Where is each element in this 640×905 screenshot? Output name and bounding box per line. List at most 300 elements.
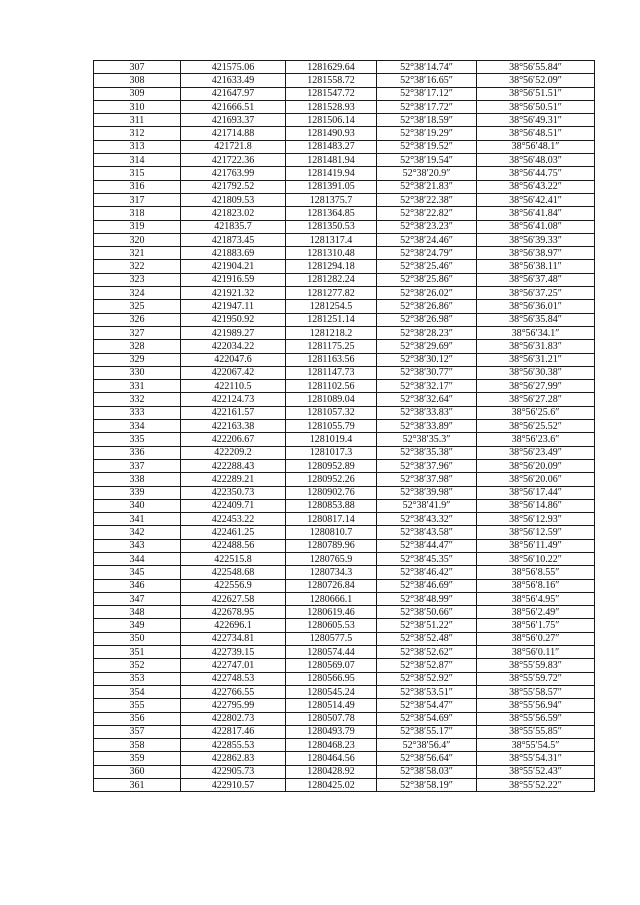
- latitude-cell: 52°38′46.42″: [377, 566, 477, 579]
- x-coordinate-cell: 422855.53: [181, 739, 286, 752]
- table-row: [94, 725, 595, 738]
- latitude-cell: 52°38′53.51″: [377, 685, 477, 698]
- longitude-cell: 38°56′35.84″: [477, 313, 595, 326]
- latitude-cell: 52°38′24.46″: [377, 233, 477, 246]
- table-row: [94, 366, 595, 379]
- point-number-cell: 359: [94, 752, 181, 765]
- y-coordinate-cell: 1281057.32: [286, 406, 377, 419]
- longitude-cell: 38°56′48.51″: [477, 127, 595, 140]
- longitude-cell: 38°56′10.22″: [477, 552, 595, 565]
- table-row: [94, 247, 595, 260]
- y-coordinate-cell: 1281375.7: [286, 193, 377, 206]
- table-row: [94, 353, 595, 366]
- x-coordinate-cell: 421989.27: [181, 326, 286, 339]
- latitude-cell: 52°38′37.98″: [377, 473, 477, 486]
- latitude-cell: 52°38′22.38″: [377, 193, 477, 206]
- longitude-cell: 38°56′0.27″: [477, 632, 595, 645]
- table-row: [94, 539, 595, 552]
- point-number-cell: 316: [94, 180, 181, 193]
- table-row: [94, 114, 595, 127]
- x-coordinate-cell: 422515.8: [181, 552, 286, 565]
- y-coordinate-cell: 1280569.07: [286, 659, 377, 672]
- latitude-cell: 52°38′41.9″: [377, 499, 477, 512]
- y-coordinate-cell: 1281175.25: [286, 340, 377, 353]
- y-coordinate-cell: 1281547.72: [286, 87, 377, 100]
- table-row: [94, 313, 595, 326]
- x-coordinate-cell: 422161.57: [181, 406, 286, 419]
- point-number-cell: 326: [94, 313, 181, 326]
- point-number-cell: 309: [94, 87, 181, 100]
- table-row: [94, 393, 595, 406]
- y-coordinate-cell: 1280545.24: [286, 685, 377, 698]
- longitude-cell: 38°56′4.95″: [477, 592, 595, 605]
- x-coordinate-cell: 421666.51: [181, 100, 286, 113]
- longitude-cell: 38°56′1.75″: [477, 619, 595, 632]
- latitude-cell: 52°38′46.69″: [377, 579, 477, 592]
- y-coordinate-cell: 1281282.24: [286, 273, 377, 286]
- table-row: [94, 619, 595, 632]
- table-row: [94, 566, 595, 579]
- point-number-cell: 352: [94, 659, 181, 672]
- latitude-cell: 52°38′14.74″: [377, 61, 477, 74]
- latitude-cell: 52°38′48.99″: [377, 592, 477, 605]
- longitude-cell: 38°56′38.97″: [477, 247, 595, 260]
- y-coordinate-cell: 1281163.56: [286, 353, 377, 366]
- latitude-cell: 52°38′24.79″: [377, 247, 477, 260]
- x-coordinate-cell: 422748.53: [181, 672, 286, 685]
- longitude-cell: 38°56′44.75″: [477, 167, 595, 180]
- point-number-cell: 343: [94, 539, 181, 552]
- x-coordinate-cell: 422209.2: [181, 446, 286, 459]
- y-coordinate-cell: 1281218.2: [286, 326, 377, 339]
- x-coordinate-cell: 422163.38: [181, 420, 286, 433]
- coordinates-table: [93, 60, 595, 792]
- latitude-cell: 52°38′54.69″: [377, 712, 477, 725]
- y-coordinate-cell: 1280507.78: [286, 712, 377, 725]
- point-number-cell: 318: [94, 207, 181, 220]
- point-number-cell: 312: [94, 127, 181, 140]
- x-coordinate-cell: 421921.32: [181, 287, 286, 300]
- longitude-cell: 38°55′54.31″: [477, 752, 595, 765]
- latitude-cell: 52°38′16.65″: [377, 74, 477, 87]
- longitude-cell: 38°56′12.93″: [477, 513, 595, 526]
- point-number-cell: 313: [94, 140, 181, 153]
- x-coordinate-cell: 422409.71: [181, 499, 286, 512]
- x-coordinate-cell: 422488.56: [181, 539, 286, 552]
- point-number-cell: 317: [94, 193, 181, 206]
- point-number-cell: 344: [94, 552, 181, 565]
- longitude-cell: 38°56′41.08″: [477, 220, 595, 233]
- latitude-cell: 52°38′30.77″: [377, 366, 477, 379]
- latitude-cell: 52°38′50.66″: [377, 606, 477, 619]
- longitude-cell: 38°56′20.06″: [477, 473, 595, 486]
- x-coordinate-cell: 421835.7: [181, 220, 286, 233]
- y-coordinate-cell: 1281350.53: [286, 220, 377, 233]
- point-number-cell: 308: [94, 74, 181, 87]
- y-coordinate-cell: 1281254.5: [286, 300, 377, 313]
- y-coordinate-cell: 1281089.04: [286, 393, 377, 406]
- table-row: [94, 459, 595, 472]
- x-coordinate-cell: 422350.73: [181, 486, 286, 499]
- latitude-cell: 52°38′17.72″: [377, 100, 477, 113]
- latitude-cell: 52°38′26.02″: [377, 287, 477, 300]
- point-number-cell: 346: [94, 579, 181, 592]
- point-number-cell: 342: [94, 526, 181, 539]
- y-coordinate-cell: 1280902.76: [286, 486, 377, 499]
- y-coordinate-cell: 1281294.18: [286, 260, 377, 273]
- point-number-cell: 356: [94, 712, 181, 725]
- table-row: [94, 646, 595, 659]
- x-coordinate-cell: 421823.02: [181, 207, 286, 220]
- longitude-cell: 38°55′55.85″: [477, 725, 595, 738]
- point-number-cell: 340: [94, 499, 181, 512]
- x-coordinate-cell: 421714.88: [181, 127, 286, 140]
- longitude-cell: 38°56′50.51″: [477, 100, 595, 113]
- table-row: [94, 446, 595, 459]
- y-coordinate-cell: 1280566.95: [286, 672, 377, 685]
- latitude-cell: 52°38′35.3″: [377, 433, 477, 446]
- y-coordinate-cell: 1281391.05: [286, 180, 377, 193]
- longitude-cell: 38°56′49.31″: [477, 114, 595, 127]
- latitude-cell: 52°38′54.47″: [377, 699, 477, 712]
- point-number-cell: 354: [94, 685, 181, 698]
- point-number-cell: 323: [94, 273, 181, 286]
- x-coordinate-cell: 422739.15: [181, 646, 286, 659]
- x-coordinate-cell: 422747.01: [181, 659, 286, 672]
- latitude-cell: 52°38′26.86″: [377, 300, 477, 313]
- table-row: [94, 233, 595, 246]
- table-row: [94, 180, 595, 193]
- longitude-cell: 38°56′48.1″: [477, 140, 595, 153]
- latitude-cell: 52°38′18.59″: [377, 114, 477, 127]
- y-coordinate-cell: 1280734.3: [286, 566, 377, 579]
- table-row: [94, 606, 595, 619]
- latitude-cell: 52°38′26.98″: [377, 313, 477, 326]
- latitude-cell: 52°38′25.46″: [377, 260, 477, 273]
- y-coordinate-cell: 1280605.53: [286, 619, 377, 632]
- longitude-cell: 38°56′30.38″: [477, 366, 595, 379]
- y-coordinate-cell: 1281364.85: [286, 207, 377, 220]
- latitude-cell: 52°38′51.22″: [377, 619, 477, 632]
- longitude-cell: 38°56′51.51″: [477, 87, 595, 100]
- longitude-cell: 38°56′0.11″: [477, 646, 595, 659]
- x-coordinate-cell: 421873.45: [181, 233, 286, 246]
- x-coordinate-cell: 421722.36: [181, 154, 286, 167]
- y-coordinate-cell: 1280810.7: [286, 526, 377, 539]
- latitude-cell: 52°38′32.17″: [377, 380, 477, 393]
- point-number-cell: 314: [94, 154, 181, 167]
- table-row: [94, 779, 595, 792]
- latitude-cell: 52°38′20.9″: [377, 167, 477, 180]
- y-coordinate-cell: 1281483.27: [286, 140, 377, 153]
- latitude-cell: 52°38′35.38″: [377, 446, 477, 459]
- point-number-cell: 347: [94, 592, 181, 605]
- longitude-cell: 38°56′39.33″: [477, 233, 595, 246]
- longitude-cell: 38°56′17.44″: [477, 486, 595, 499]
- longitude-cell: 38°56′43.22″: [477, 180, 595, 193]
- longitude-cell: 38°56′11.49″: [477, 539, 595, 552]
- longitude-cell: 38°56′23.49″: [477, 446, 595, 459]
- point-number-cell: 319: [94, 220, 181, 233]
- longitude-cell: 38°56′14.86″: [477, 499, 595, 512]
- y-coordinate-cell: 1281310.48: [286, 247, 377, 260]
- longitude-cell: 38°56′36.01″: [477, 300, 595, 313]
- point-number-cell: 324: [94, 287, 181, 300]
- longitude-cell: 38°55′58.57″: [477, 685, 595, 698]
- table-row: [94, 300, 595, 313]
- y-coordinate-cell: 1281251.14: [286, 313, 377, 326]
- table-row: [94, 406, 595, 419]
- y-coordinate-cell: 1281019.4: [286, 433, 377, 446]
- y-coordinate-cell: 1281055.79: [286, 420, 377, 433]
- table-row: [94, 326, 595, 339]
- table-row: [94, 699, 595, 712]
- table-row: [94, 127, 595, 140]
- x-coordinate-cell: 421763.99: [181, 167, 286, 180]
- table-row: [94, 420, 595, 433]
- y-coordinate-cell: 1281102.56: [286, 380, 377, 393]
- latitude-cell: 52°38′19.29″: [377, 127, 477, 140]
- point-number-cell: 351: [94, 646, 181, 659]
- x-coordinate-cell: 421947.11: [181, 300, 286, 313]
- x-coordinate-cell: 421575.06: [181, 61, 286, 74]
- table-row: [94, 193, 595, 206]
- point-number-cell: 334: [94, 420, 181, 433]
- y-coordinate-cell: 1280952.89: [286, 459, 377, 472]
- y-coordinate-cell: 1281490.93: [286, 127, 377, 140]
- x-coordinate-cell: 422288.43: [181, 459, 286, 472]
- latitude-cell: 52°38′28.23″: [377, 326, 477, 339]
- point-number-cell: 348: [94, 606, 181, 619]
- table-row: [94, 287, 595, 300]
- latitude-cell: 52°38′52.48″: [377, 632, 477, 645]
- x-coordinate-cell: 422453.22: [181, 513, 286, 526]
- x-coordinate-cell: 422910.57: [181, 779, 286, 792]
- latitude-cell: 52°38′43.58″: [377, 526, 477, 539]
- longitude-cell: 38°56′12.59″: [477, 526, 595, 539]
- longitude-cell: 38°56′48.03″: [477, 154, 595, 167]
- y-coordinate-cell: 1280468.23: [286, 739, 377, 752]
- table-row: [94, 154, 595, 167]
- x-coordinate-cell: 422461.25: [181, 526, 286, 539]
- y-coordinate-cell: 1280952.26: [286, 473, 377, 486]
- point-number-cell: 357: [94, 725, 181, 738]
- longitude-cell: 38°56′25.52″: [477, 420, 595, 433]
- latitude-cell: 52°38′32.64″: [377, 393, 477, 406]
- table-row: [94, 526, 595, 539]
- x-coordinate-cell: 422206.67: [181, 433, 286, 446]
- table-row: [94, 765, 595, 778]
- x-coordinate-cell: 421693.37: [181, 114, 286, 127]
- table-row: [94, 273, 595, 286]
- table-row: [94, 140, 595, 153]
- longitude-cell: 38°55′52.22″: [477, 779, 595, 792]
- y-coordinate-cell: 1281317.4: [286, 233, 377, 246]
- y-coordinate-cell: 1281017.3: [286, 446, 377, 459]
- table-row: [94, 473, 595, 486]
- longitude-cell: 38°56′42.41″: [477, 193, 595, 206]
- x-coordinate-cell: 422034.22: [181, 340, 286, 353]
- longitude-cell: 38°56′52.09″: [477, 74, 595, 87]
- point-number-cell: 321: [94, 247, 181, 260]
- latitude-cell: 52°38′58.03″: [377, 765, 477, 778]
- table-row: [94, 672, 595, 685]
- latitude-cell: 52°38′55.17″: [377, 725, 477, 738]
- point-number-cell: 325: [94, 300, 181, 313]
- y-coordinate-cell: 1281629.64: [286, 61, 377, 74]
- y-coordinate-cell: 1281147.73: [286, 366, 377, 379]
- y-coordinate-cell: 1280493.79: [286, 725, 377, 738]
- longitude-cell: 38°56′31.83″: [477, 340, 595, 353]
- y-coordinate-cell: 1280428.92: [286, 765, 377, 778]
- longitude-cell: 38°56′27.28″: [477, 393, 595, 406]
- x-coordinate-cell: 421950.92: [181, 313, 286, 326]
- longitude-cell: 38°56′23.6″: [477, 433, 595, 446]
- table-row: [94, 659, 595, 672]
- point-number-cell: 358: [94, 739, 181, 752]
- latitude-cell: 52°38′52.62″: [377, 646, 477, 659]
- x-coordinate-cell: 422817.46: [181, 725, 286, 738]
- point-number-cell: 329: [94, 353, 181, 366]
- latitude-cell: 52°38′39.98″: [377, 486, 477, 499]
- latitude-cell: 52°38′45.35″: [377, 552, 477, 565]
- longitude-cell: 38°56′41.84″: [477, 207, 595, 220]
- x-coordinate-cell: 422124.73: [181, 393, 286, 406]
- y-coordinate-cell: 1280574.44: [286, 646, 377, 659]
- longitude-cell: 38°56′8.55″: [477, 566, 595, 579]
- longitude-cell: 38°56′55.84″: [477, 61, 595, 74]
- x-coordinate-cell: 422766.55: [181, 685, 286, 698]
- latitude-cell: 52°38′25.86″: [377, 273, 477, 286]
- table-row: [94, 87, 595, 100]
- latitude-cell: 52°38′33.89″: [377, 420, 477, 433]
- point-number-cell: 350: [94, 632, 181, 645]
- longitude-cell: 38°55′56.94″: [477, 699, 595, 712]
- longitude-cell: 38°56′20.09″: [477, 459, 595, 472]
- table-row: [94, 592, 595, 605]
- latitude-cell: 52°38′44.47″: [377, 539, 477, 552]
- point-number-cell: 310: [94, 100, 181, 113]
- point-number-cell: 353: [94, 672, 181, 685]
- x-coordinate-cell: 421904.21: [181, 260, 286, 273]
- point-number-cell: 307: [94, 61, 181, 74]
- table-row: [94, 380, 595, 393]
- latitude-cell: 52°38′33.83″: [377, 406, 477, 419]
- y-coordinate-cell: 1280619.46: [286, 606, 377, 619]
- latitude-cell: 52°38′17.12″: [377, 87, 477, 100]
- latitude-cell: 52°38′29.69″: [377, 340, 477, 353]
- point-number-cell: 335: [94, 433, 181, 446]
- y-coordinate-cell: 1280666.1: [286, 592, 377, 605]
- x-coordinate-cell: 421809.53: [181, 193, 286, 206]
- point-number-cell: 338: [94, 473, 181, 486]
- table-row: [94, 61, 595, 74]
- point-number-cell: 330: [94, 366, 181, 379]
- x-coordinate-cell: 421792.52: [181, 180, 286, 193]
- table-row: [94, 74, 595, 87]
- point-number-cell: 341: [94, 513, 181, 526]
- longitude-cell: 38°55′59.83″: [477, 659, 595, 672]
- longitude-cell: 38°56′2.49″: [477, 606, 595, 619]
- table-row: [94, 433, 595, 446]
- longitude-cell: 38°55′54.5″: [477, 739, 595, 752]
- x-coordinate-cell: 422556.9: [181, 579, 286, 592]
- y-coordinate-cell: 1281419.94: [286, 167, 377, 180]
- point-number-cell: 355: [94, 699, 181, 712]
- y-coordinate-cell: 1281528.93: [286, 100, 377, 113]
- x-coordinate-cell: 422067.42: [181, 366, 286, 379]
- x-coordinate-cell: 422862.83: [181, 752, 286, 765]
- table-row: [94, 207, 595, 220]
- x-coordinate-cell: 421883.69: [181, 247, 286, 260]
- point-number-cell: 332: [94, 393, 181, 406]
- latitude-cell: 52°38′56.64″: [377, 752, 477, 765]
- x-coordinate-cell: 422627.58: [181, 592, 286, 605]
- x-coordinate-cell: 422905.73: [181, 765, 286, 778]
- table-row: [94, 260, 595, 273]
- coordinates-table-body: [94, 61, 595, 792]
- point-number-cell: 339: [94, 486, 181, 499]
- y-coordinate-cell: 1281558.72: [286, 74, 377, 87]
- longitude-cell: 38°56′8.16″: [477, 579, 595, 592]
- longitude-cell: 38°55′52.43″: [477, 765, 595, 778]
- point-number-cell: 322: [94, 260, 181, 273]
- latitude-cell: 52°38′22.82″: [377, 207, 477, 220]
- latitude-cell: 52°38′19.52″: [377, 140, 477, 153]
- x-coordinate-cell: 422548.68: [181, 566, 286, 579]
- table-row: [94, 552, 595, 565]
- point-number-cell: 331: [94, 380, 181, 393]
- y-coordinate-cell: 1280425.02: [286, 779, 377, 792]
- longitude-cell: 38°55′56.59″: [477, 712, 595, 725]
- table-row: [94, 220, 595, 233]
- point-number-cell: 345: [94, 566, 181, 579]
- table-row: [94, 739, 595, 752]
- table-row: [94, 579, 595, 592]
- y-coordinate-cell: 1280817.14: [286, 513, 377, 526]
- table-row: [94, 100, 595, 113]
- point-number-cell: 328: [94, 340, 181, 353]
- latitude-cell: 52°38′58.19″: [377, 779, 477, 792]
- point-number-cell: 360: [94, 765, 181, 778]
- longitude-cell: 38°56′31.21″: [477, 353, 595, 366]
- y-coordinate-cell: 1280577.5: [286, 632, 377, 645]
- point-number-cell: 333: [94, 406, 181, 419]
- longitude-cell: 38°56′34.1″: [477, 326, 595, 339]
- latitude-cell: 52°38′30.12″: [377, 353, 477, 366]
- x-coordinate-cell: 421647.97: [181, 87, 286, 100]
- longitude-cell: 38°56′38.11″: [477, 260, 595, 273]
- x-coordinate-cell: 422289.21: [181, 473, 286, 486]
- table-row: [94, 752, 595, 765]
- latitude-cell: 52°38′21.83″: [377, 180, 477, 193]
- table-row: [94, 632, 595, 645]
- x-coordinate-cell: 422047.6: [181, 353, 286, 366]
- table-row: [94, 167, 595, 180]
- point-number-cell: 311: [94, 114, 181, 127]
- y-coordinate-cell: 1281277.82: [286, 287, 377, 300]
- y-coordinate-cell: 1280464.56: [286, 752, 377, 765]
- y-coordinate-cell: 1280853.88: [286, 499, 377, 512]
- longitude-cell: 38°56′27.99″: [477, 380, 595, 393]
- latitude-cell: 52°38′56.4″: [377, 739, 477, 752]
- latitude-cell: 52°38′43.32″: [377, 513, 477, 526]
- x-coordinate-cell: 421721.8: [181, 140, 286, 153]
- x-coordinate-cell: 421633.49: [181, 74, 286, 87]
- point-number-cell: 337: [94, 459, 181, 472]
- latitude-cell: 52°38′19.54″: [377, 154, 477, 167]
- x-coordinate-cell: 422696.1: [181, 619, 286, 632]
